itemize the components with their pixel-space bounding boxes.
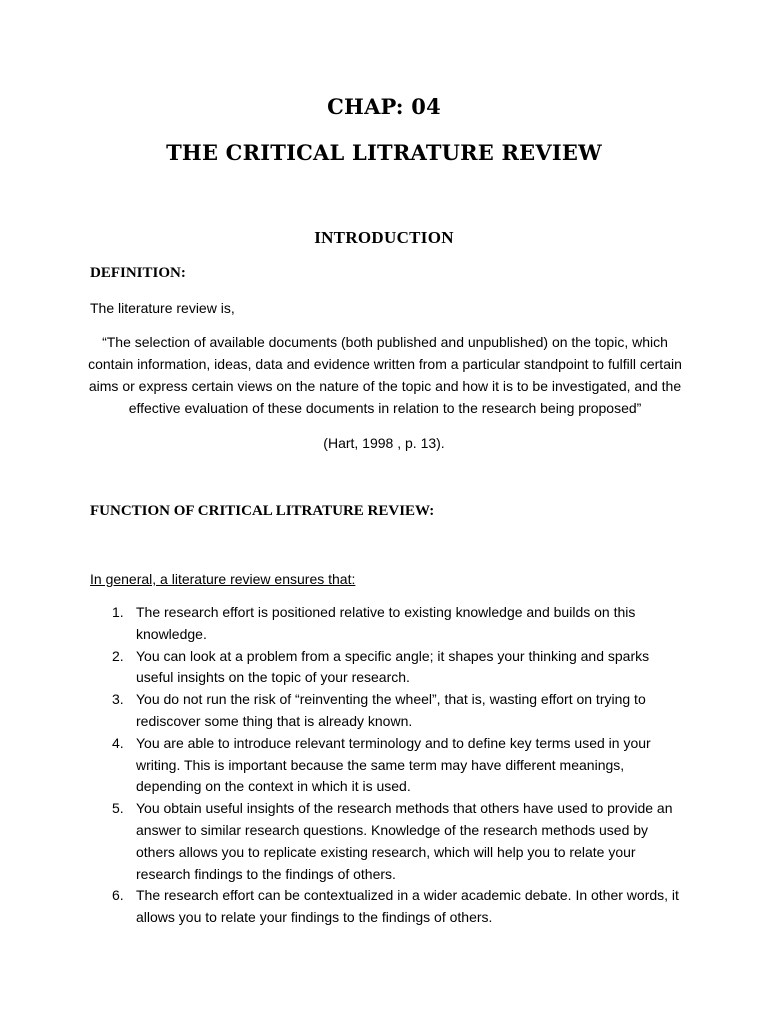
list-number: 6. bbox=[112, 887, 124, 904]
list-number: 3. bbox=[112, 691, 124, 708]
list-item bbox=[90, 885, 690, 929]
list-item-text: The research effort can be contextualized in a wider academic debate. In other words, it allows you to relate your findings to the findings of others. bbox=[136, 887, 679, 926]
definition-heading: DEFINITION: bbox=[90, 265, 186, 281]
list-number: 2. bbox=[112, 647, 124, 664]
list-item-text: The research effort is positioned relative to existing knowledge and builds on this knowledge. bbox=[136, 604, 636, 642]
introduction-heading: INTRODUCTION bbox=[314, 228, 454, 247]
list-item-text: You are able to introduce relevant terminology and to define key terms used in your writing. This is important because the same term may have different meanings, depending on the context in which it is used. bbox=[136, 734, 651, 795]
list-number: 1. bbox=[112, 604, 124, 620]
function-list bbox=[90, 602, 690, 929]
list-item bbox=[90, 733, 690, 798]
list-item-text: You obtain useful insights of the research methods that others have used to provide an answer to similar research questions. Knowledge of the research methods used by others allows you to replicate existing research, which will help you to relate your research findings to the findings of others. bbox=[136, 800, 673, 882]
chapter-title: THE CRITICAL LITRATURE REVIEW bbox=[166, 140, 602, 165]
list-number: 5. bbox=[112, 800, 124, 817]
list-number: 4. bbox=[112, 734, 124, 751]
function-heading: FUNCTION OF CRITICAL LITRATURE REVIEW: bbox=[90, 503, 435, 519]
list-item bbox=[90, 602, 690, 646]
definition-quote: “The selection of available documents (both published and unpublished) on the topic, which contain information, ideas, data and evidence written from a particular standpoint to fulfill certain aims or express certain views on the nature of the topic and how it is to be investigated, and the effective evaluation of these documents in relation to the research being proposed” bbox=[88, 334, 682, 416]
chapter-number: CHAP: 04 bbox=[327, 94, 441, 119]
definition-lead: The literature review is, bbox=[90, 300, 235, 316]
general-lead: In general, a literature review ensures that: bbox=[90, 571, 356, 587]
list-item-text: You can look at a problem from a specific angle; it shapes your thinking and sparks useful insights on the topic of your research. bbox=[136, 647, 650, 686]
citation: (Hart, 1998 , p. 13). bbox=[323, 435, 445, 451]
list-item bbox=[90, 646, 690, 690]
list-item bbox=[90, 689, 690, 733]
list-item-text: You do not run the risk of “reinventing the wheel”, that is, wasting effort on trying to rediscover some thing that is already known. bbox=[136, 691, 646, 729]
list-item bbox=[90, 798, 690, 885]
